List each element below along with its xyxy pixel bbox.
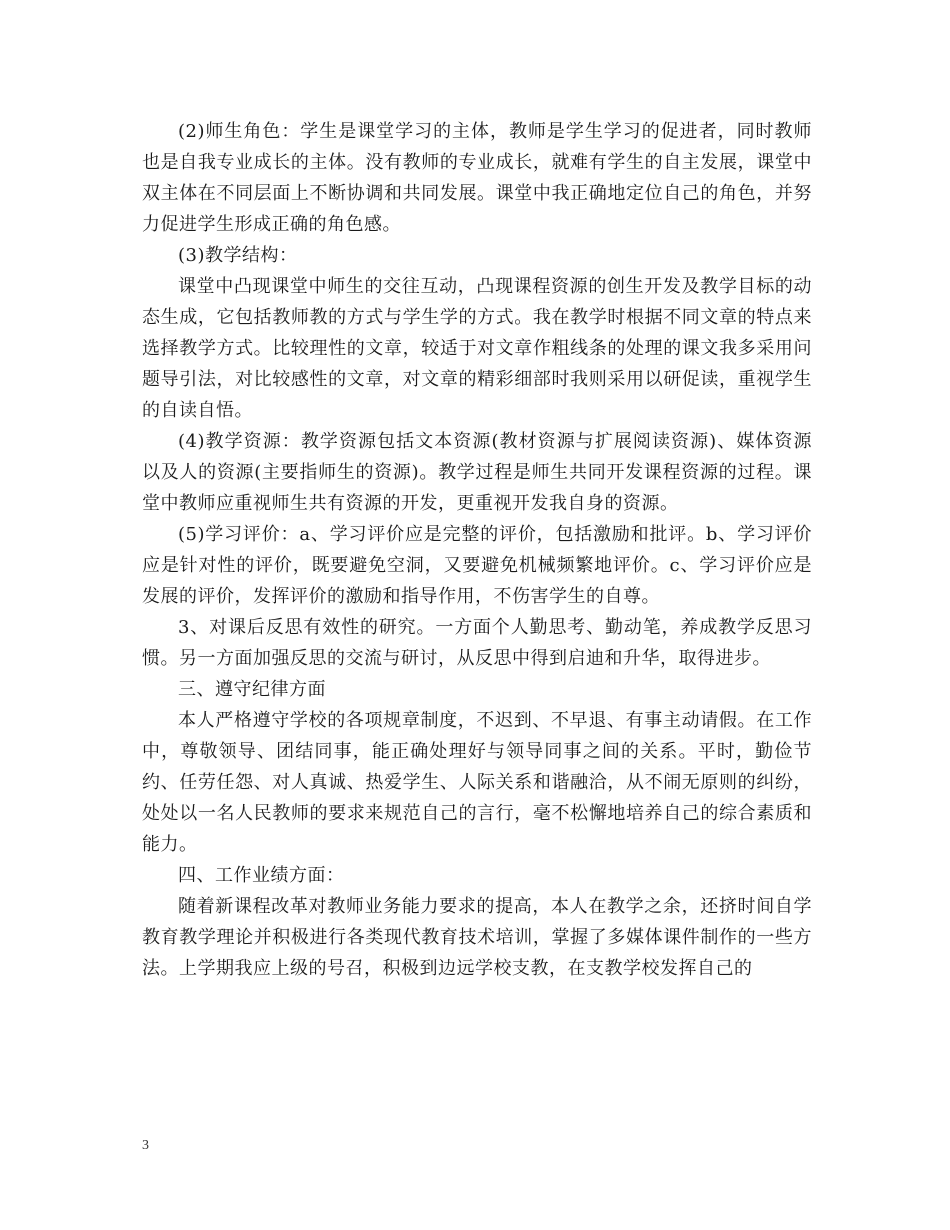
paragraph-teacher-student-roles: (2)师生角色：学生是课堂学习的主体，教师是学生学习的促进者，同时教师也是自我专业成长的主体。没有教师的专业成长，就难有学生的自主发展，课堂中双主体在不同层面上不断协调和共同发展。课堂中我正确地定位自己的角色，并努力促进学生形成正确的角色感。 bbox=[142, 121, 812, 235]
paragraph-teaching-structure-heading: (3)教学结构： bbox=[178, 245, 298, 266]
paragraph-teaching-structure: 课堂中凸现课堂中师生的交往互动，凸现课程资源的创生开发及教学目标的动态生成，它包括教师教的方式与学生学的方式。我在教学时根据不同文章的特点来选择教学方式。比较理性的文章，较适于对文章作粗线条的处理的课文我多采用问题导引法，对比较感性的文章，对文章的精彩细部时我则采用以研促读，重视学生的自读自悟。 bbox=[142, 276, 812, 421]
paragraph-achievements: 随着新课程改革对教师业务能力要求的提高，本人在教学之余，还挤时间自学教育教学理论并积极进行各类现代教育技术培训，掌握了多媒体课件制作的一些方法。上学期我应上级的号召，积极到边远学校支教，在支教学校发挥自己的 bbox=[142, 896, 812, 979]
paragraph-teaching-resources: (4)教学资源：教学资源包括文本资源(教材资源与扩展阅读资源)、媒体资源以及人的资源(主要指师生的资源)。教学过程是师生共同开发课程资源的过程。课堂中教师应重视师生共有资源的开发，更重视开发我自身的资源。 bbox=[142, 431, 812, 514]
paragraph-discipline: 本人严格遵守学校的各项规章制度，不迟到、不早退、有事主动请假。在工作中，尊敬领导、团结同事，能正确处理好与领导同事之间的关系。平时，勤俭节约、任劳任怨、对人真诚、热爱学生、人际关系和谐融洽，从不闹无原则的纠纷，处处以一名人民教师的要求来规范自己的言行，毫不松懈地培养自己的综合素质和能力。 bbox=[142, 710, 812, 855]
paragraph-learning-evaluation: (5)学习评价：a、学习评价应是完整的评价，包括激励和批评。b、学习评价应是针对性的评价，既要避免空洞，又要避免机械频繁地评价。c、学习评价应是发展的评价，发挥评价的激励和指导作用，不伤害学生的自尊。 bbox=[142, 524, 812, 607]
section-heading-discipline: 三、遵守纪律方面 bbox=[178, 679, 326, 700]
page-body bbox=[142, 116, 812, 984]
page-number: 3 bbox=[142, 1138, 149, 1153]
paragraph-reflection-research: 3、对课后反思有效性的研究。一方面个人勤思考、勤动笔，养成教学反思习惯。另一方面加强反思的交流与研讨，从反思中得到启迪和升华，取得进步。 bbox=[142, 617, 812, 669]
section-heading-achievements: 四、工作业绩方面： bbox=[178, 865, 345, 886]
